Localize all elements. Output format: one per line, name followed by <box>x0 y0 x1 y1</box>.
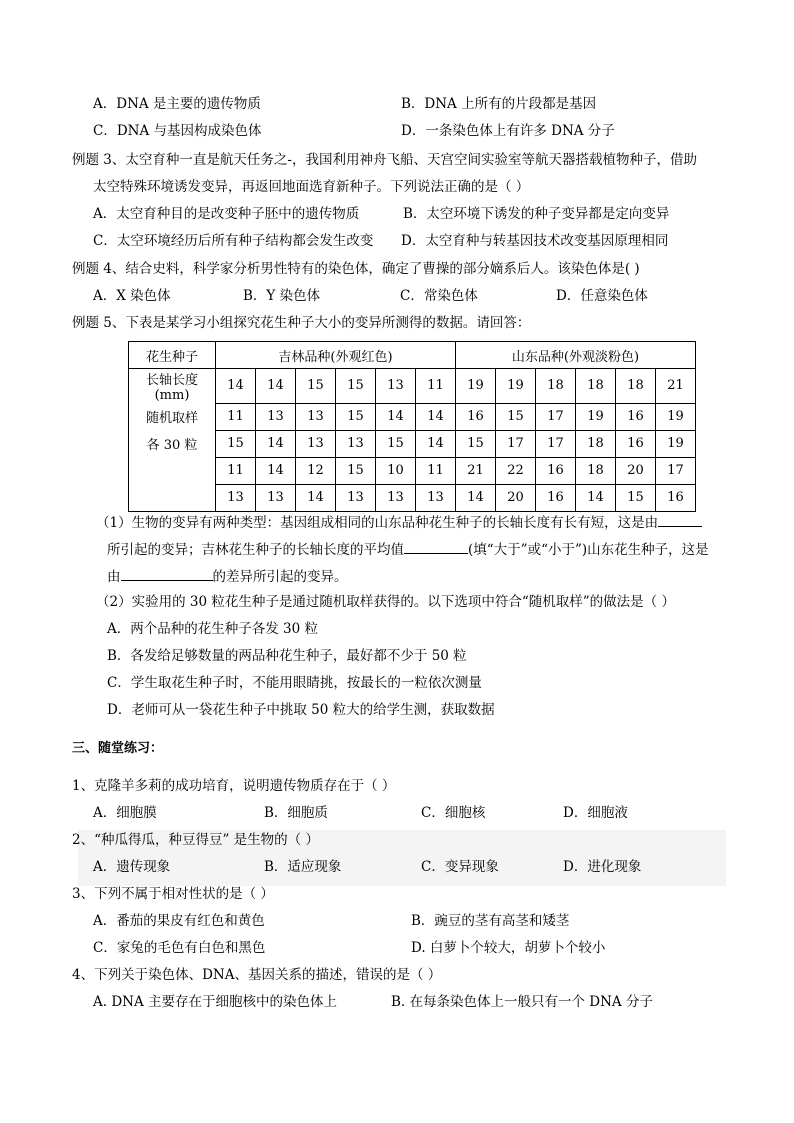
table-cell: 13 <box>296 403 336 430</box>
table-cell: 13 <box>296 430 336 457</box>
table-cell: 16 <box>656 484 696 511</box>
table-cell: 18 <box>536 369 576 404</box>
group-jilin-header: 吉林品种(外观红色) <box>216 342 456 369</box>
table-cell: 15 <box>336 457 376 484</box>
example-3-option-c: C．太空环境经历后所有种子结构都会发生改变 <box>93 233 374 249</box>
practice-2-stem: 2、“种瓜得瓜，种豆得豆” 是生物的（ ） <box>72 832 319 848</box>
table-cell: 14 <box>216 369 256 404</box>
table-cell: 19 <box>656 403 696 430</box>
practice-3-option-d: D. 白萝卜个较大，胡萝卜个较小 <box>411 940 606 956</box>
table-cell: 10 <box>376 457 416 484</box>
example-3-stem-line1: 例题 3、太空育种一直是航天任务之-，我国利用神舟飞船、天宫空间实验室等航天器搭载植物种子，借助 <box>72 152 697 168</box>
practice-2-option-c: C．变异现象 <box>421 859 499 875</box>
table-cell: 15 <box>336 369 376 404</box>
practice-3-option-c: C．家兔的毛色有白色和黑色 <box>93 940 266 956</box>
example-3-option-a: A．太空育种目的是改变种子胚中的遗传物质 <box>93 206 360 222</box>
sub-question-1-text: （1）生物的变异有两种类型：基因组成相同的山东品种花生种子的长轴长度有长有短，这是由 <box>96 515 659 531</box>
practice-3-option-a: A．番茄的果皮有红色和黄色 <box>93 913 265 929</box>
table-cell: 15 <box>496 403 536 430</box>
sub-question-2-option-c: C．学生取花生种子时，不能用眼睛挑，按最长的一粒依次测量 <box>107 675 482 691</box>
table-cell: 20 <box>496 484 536 511</box>
table-cell: 13 <box>336 430 376 457</box>
sub-question-2-option-b: B．各发给足够数量的两品种花生种子，最好都不少于 50 粒 <box>107 648 467 664</box>
table-header-row <box>129 342 696 369</box>
row-label-empty <box>129 457 216 484</box>
table-cell: 16 <box>536 484 576 511</box>
table-cell: 15 <box>616 484 656 511</box>
practice-1-option-b: B．细胞质 <box>264 805 328 821</box>
practice-1-option-c: C．细胞核 <box>421 805 486 821</box>
sub-question-1-text: 所引起的变异；吉林花生种子的长轴长度的平均值 <box>107 542 404 558</box>
table-row <box>129 484 696 511</box>
row-label-length: 长轴长度(mm) <box>129 369 216 404</box>
table-cell: 22 <box>496 457 536 484</box>
option-b: B．DNA 上所有的片段都是基因 <box>401 96 597 112</box>
answer-blank[interactable] <box>121 566 213 581</box>
table-cell: 21 <box>456 457 496 484</box>
example-4-option-d: D．任意染色体 <box>556 288 648 304</box>
practice-1-option-a: A．细胞膜 <box>93 805 157 821</box>
table-cell: 11 <box>216 403 256 430</box>
table-cell: 15 <box>216 430 256 457</box>
table-cell: 13 <box>216 484 256 511</box>
table-cell: 16 <box>536 457 576 484</box>
table-cell: 14 <box>256 430 296 457</box>
table-cell: 15 <box>336 403 376 430</box>
example-4-option-a: A．X 染色体 <box>93 288 171 304</box>
option-d: D．一条染色体上有许多 DNA 分子 <box>401 123 615 139</box>
table-cell: 13 <box>256 403 296 430</box>
row-label-count: 各 30 粒 <box>129 430 216 457</box>
group-shandong-header: 山东品种(外观淡粉色) <box>456 342 696 369</box>
example-3-option-d: D．太空育种与转基因技术改变基因原理相同 <box>401 233 669 249</box>
practice-4-option-a: A. DNA 主要存在于细胞核中的染色体上 <box>93 994 338 1010</box>
sub-question-1-text: (填“大于”或“小于”)山东花生种子，这是 <box>468 542 709 558</box>
table-row <box>129 403 696 430</box>
table-corner: 花生种子 <box>129 342 216 369</box>
table-row <box>129 369 696 404</box>
practice-2-option-b: B．适应现象 <box>264 859 342 875</box>
table-row <box>129 457 696 484</box>
table-cell: 13 <box>376 369 416 404</box>
table-cell: 18 <box>576 369 616 404</box>
table-cell: 13 <box>336 484 376 511</box>
table-cell: 15 <box>296 369 336 404</box>
table-cell: 15 <box>376 430 416 457</box>
practice-3-option-b: B．豌豆的茎有高茎和矮茎 <box>411 913 570 929</box>
table-cell: 14 <box>456 484 496 511</box>
table-cell: 13 <box>256 484 296 511</box>
example-3-stem-line2: 太空特殊环境诱发变异，再返回地面选育新种子。下列说法正确的是（ ） <box>93 179 530 195</box>
option-a: A．DNA 是主要的遗传物质 <box>93 96 261 112</box>
answer-blank[interactable] <box>404 539 468 554</box>
table-cell: 13 <box>376 484 416 511</box>
table-cell: 16 <box>616 430 656 457</box>
practice-4-stem: 4、下列关于染色体、DNA、基因关系的描述，错误的是（ ） <box>72 967 442 983</box>
sub-question-2-stem: （2）实验用的 30 粒花生种子是通过随机取样获得的。以下选项中符合“随机取样”的做法是（ ） <box>96 594 675 610</box>
sub-question-1-line3 <box>107 566 348 586</box>
table-cell: 18 <box>576 430 616 457</box>
table-cell: 19 <box>576 403 616 430</box>
table-cell: 14 <box>296 484 336 511</box>
table-cell: 16 <box>456 403 496 430</box>
table-cell: 17 <box>536 403 576 430</box>
example-4-option-c: C．常染色体 <box>400 288 478 304</box>
option-c: C．DNA 与基因构成染色体 <box>93 123 262 139</box>
example-4-stem: 例题 4、结合史料，科学家分析男性特有的染色体，确定了曹操的部分嫡系后人。该染色体是( ) <box>72 261 640 277</box>
section-heading: 三、随堂练习： <box>72 741 164 756</box>
table-cell: 19 <box>456 369 496 404</box>
sub-question-2-option-d: D．老师可从一袋花生种子中挑取 50 粒大的给学生测，获取数据 <box>107 702 495 718</box>
table-cell: 18 <box>616 369 656 404</box>
table-cell: 18 <box>576 457 616 484</box>
table-cell: 14 <box>376 403 416 430</box>
sub-question-1-text: 的差异所引起的变异。 <box>212 569 348 585</box>
table-cell: 11 <box>416 369 456 404</box>
table-cell: 16 <box>616 403 656 430</box>
table-cell: 14 <box>416 430 456 457</box>
table-cell: 19 <box>656 430 696 457</box>
example-4-option-b: B．Y 染色体 <box>243 288 321 304</box>
sub-question-1-text: 由 <box>107 569 121 585</box>
example-3-option-b: B．太空环境下诱发的种子变异都是定向变异 <box>403 206 670 222</box>
practice-1-stem: 1、克隆羊多莉的成功培育，说明遗传物质存在于（ ） <box>72 778 396 794</box>
table-cell: 11 <box>216 457 256 484</box>
sub-question-1-line1 <box>96 512 702 532</box>
peanut-seed-table <box>128 341 696 512</box>
table-cell: 14 <box>256 369 296 404</box>
table-cell: 12 <box>296 457 336 484</box>
table-cell: 15 <box>456 430 496 457</box>
table-cell: 19 <box>496 369 536 404</box>
table-cell: 17 <box>536 430 576 457</box>
practice-2-option-d: D．进化现象 <box>563 859 642 875</box>
practice-1-option-d: D．细胞液 <box>563 805 628 821</box>
sub-question-1-line2 <box>107 539 709 559</box>
sub-question-2-option-a: A．两个品种的花生种子各发 30 粒 <box>107 621 319 637</box>
table-cell: 11 <box>416 457 456 484</box>
row-label-sampling: 随机取样 <box>129 403 216 430</box>
example-5-stem: 例题 5、下表是某学习小组探究花生种子大小的变异所测得的数据。请回答： <box>72 315 531 331</box>
answer-blank[interactable] <box>658 512 702 527</box>
table-cell: 17 <box>496 430 536 457</box>
row-label-empty <box>129 484 216 511</box>
table-cell: 21 <box>656 369 696 404</box>
practice-4-option-b: B. 在每条染色体上一般只有一个 DNA 分子 <box>391 994 653 1010</box>
practice-2-option-a: A．遗传现象 <box>93 859 171 875</box>
table-cell: 20 <box>616 457 656 484</box>
practice-3-stem: 3、下列不属于相对性状的是（ ） <box>72 886 274 902</box>
table-cell: 14 <box>256 457 296 484</box>
table-row <box>129 430 696 457</box>
table-cell: 13 <box>416 484 456 511</box>
table-cell: 17 <box>656 457 696 484</box>
table-cell: 14 <box>416 403 456 430</box>
table-cell: 14 <box>576 484 616 511</box>
